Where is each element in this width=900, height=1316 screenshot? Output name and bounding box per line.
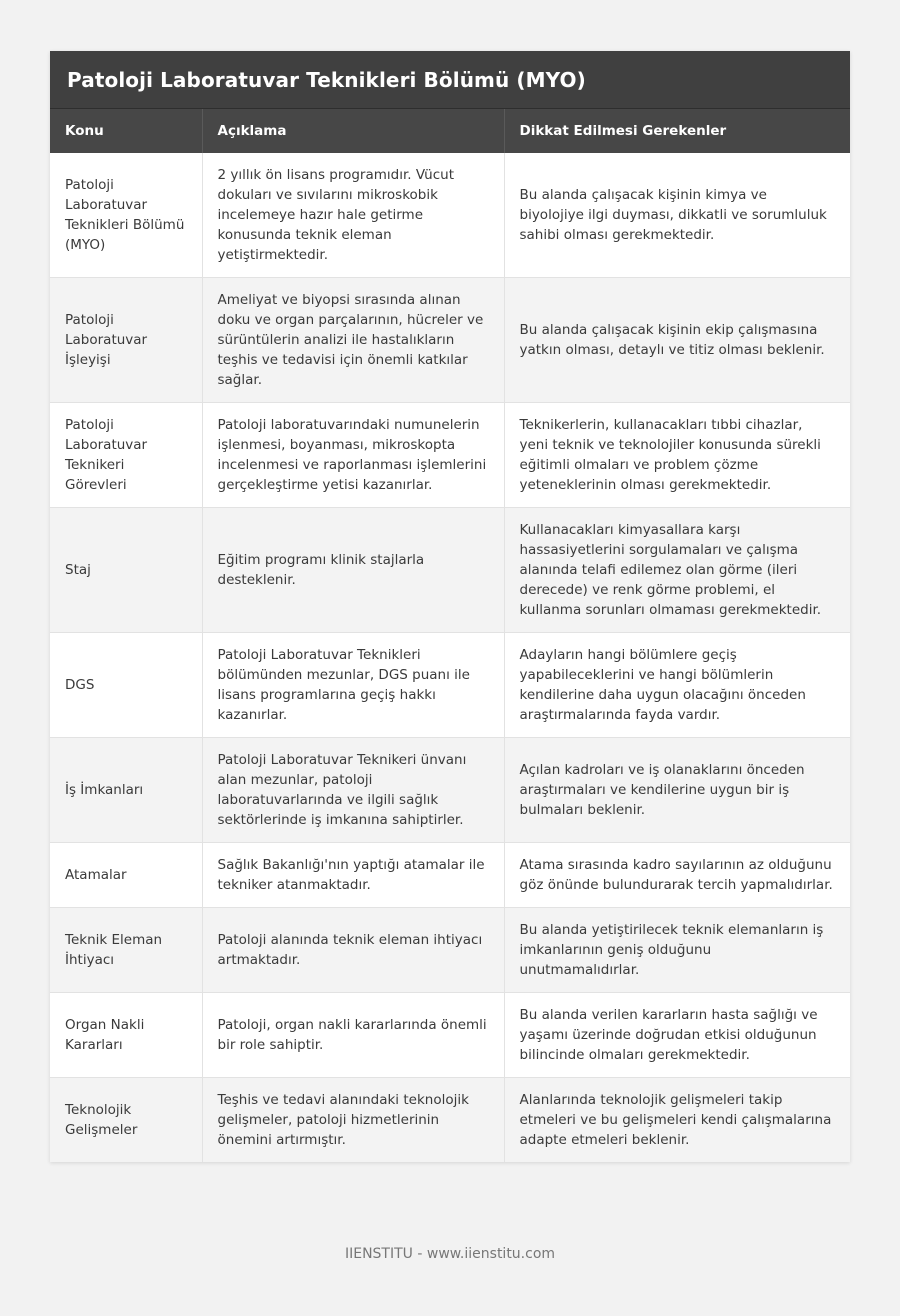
table-row [50, 1078, 850, 1163]
cell-description: Patoloji Laboratuvar Teknikleri bölümünden mezunlar, DGS puanı ile lisans programlarına geçiş hakkı kazanırlar. [202, 633, 504, 738]
cell-topic: DGS [50, 633, 202, 738]
cell-topic: Teknik Eleman İhtiyacı [50, 908, 202, 993]
cell-notes: Adayların hangi bölümlere geçiş yapabileceklerini ve hangi bölümlerin kendilerine daha uygun olacağını önceden araştırmalarında fayda vardır. [504, 633, 850, 738]
cell-description: Ameliyat ve biyopsi sırasında alınan doku ve organ parçalarının, hücreler ve sürüntülerin analizi ile hastalıkların teşhis ve tedavisi için önemli katkılar sağlar. [202, 278, 504, 403]
cell-description: Patoloji, organ nakli kararlarında önemli bir role sahiptir. [202, 993, 504, 1078]
cell-description: Patoloji laboratuvarındaki numunelerin işlenmesi, boyanması, mikroskopta incelenmesi ve raporlanması işlemlerini gerçekleştirme yetisi kazanırlar. [202, 403, 504, 508]
cell-notes: Atama sırasında kadro sayılarının az olduğunu göz önünde bulundurarak tercih yapmalıdırlar. [504, 843, 850, 908]
cell-topic: Staj [50, 508, 202, 633]
table-row [50, 993, 850, 1078]
header-notes: Dikkat Edilmesi Gerekenler [504, 109, 850, 153]
cell-topic: Teknolojik Gelişmeler [50, 1078, 202, 1163]
info-table [50, 109, 850, 1162]
table-row [50, 633, 850, 738]
table-row [50, 508, 850, 633]
table-row [50, 153, 850, 278]
cell-notes: Bu alanda yetiştirilecek teknik elemanların iş imkanlarının geniş olduğunu unutmamalıdırlar. [504, 908, 850, 993]
cell-notes: Teknikerlerin, kullanacakları tıbbi cihazlar, yeni teknik ve teknolojiler konusunda sürekli eğitimli olmaları ve problem çözme yeteneklerinin olması gerekmektedir. [504, 403, 850, 508]
footer-credit: IIENSTITU - www.iienstitu.com [344, 1246, 556, 1262]
page-title: Patoloji Laboratuvar Teknikleri Bölümü (MYO) [67, 67, 586, 92]
cell-topic: İş İmkanları [50, 738, 202, 843]
cell-notes: Alanlarında teknolojik gelişmeleri takip etmeleri ve bu gelişmeleri kendi çalışmalarına adapte etmeleri beklenir. [504, 1078, 850, 1163]
table-header-row [50, 109, 850, 153]
header-topic: Konu [50, 109, 202, 153]
cell-description: Patoloji Laboratuvar Teknikeri ünvanı alan mezunlar, patoloji laboratuvarlarında ve ilgili sağlık sektörlerinde iş imkanına sahiptirler. [202, 738, 504, 843]
cell-notes: Bu alanda verilen kararların hasta sağlığı ve yaşamı üzerinde doğrudan etkisi olduğunun bilincinde olmaları gerekmektedir. [504, 993, 850, 1078]
title-bar [50, 51, 850, 109]
cell-notes: Kullanacakları kimyasallara karşı hassasiyetlerini sorgulamaları ve çalışma alanında telafi edilemez olan görme (ileri derecede) ve renk görme problemi, el kullanma sorunları olmaması gerekmektedir. [504, 508, 850, 633]
cell-notes: Bu alanda çalışacak kişinin kimya ve biyolojiye ilgi duyması, dikkatli ve sorumluluk sahibi olması gerekmektedir. [504, 153, 850, 278]
table-row [50, 278, 850, 403]
table-row [50, 908, 850, 993]
cell-topic: Patoloji Laboratuvar İşleyişi [50, 278, 202, 403]
cell-topic: Organ Nakli Kararları [50, 993, 202, 1078]
cell-topic: Patoloji Laboratuvar Teknikeri Görevleri [50, 403, 202, 508]
table-row [50, 403, 850, 508]
cell-notes: Açılan kadroları ve iş olanaklarını önceden araştırmaları ve kendilerine uygun bir iş bulmaları beklenir. [504, 738, 850, 843]
cell-description: Patoloji alanında teknik eleman ihtiyacı artmaktadır. [202, 908, 504, 993]
cell-description: 2 yıllık ön lisans programıdır. Vücut dokuları ve sıvılarını mikroskobik incelemeye hazır hale getirme konusunda teknik eleman yetiştirmektedir. [202, 153, 504, 278]
cell-topic: Patoloji Laboratuvar Teknikleri Bölümü (MYO) [50, 153, 202, 278]
cell-description: Eğitim programı klinik stajlarla desteklenir. [202, 508, 504, 633]
header-description: Açıklama [202, 109, 504, 153]
table-row [50, 738, 850, 843]
cell-notes: Bu alanda çalışacak kişinin ekip çalışmasına yatkın olması, detaylı ve titiz olması beklenir. [504, 278, 850, 403]
cell-description: Sağlık Bakanlığı'nın yaptığı atamalar ile tekniker atanmaktadır. [202, 843, 504, 908]
cell-topic: Atamalar [50, 843, 202, 908]
table-row [50, 843, 850, 908]
content-card [50, 51, 850, 1162]
cell-description: Teşhis ve tedavi alanındaki teknolojik gelişmeler, patoloji hizmetlerinin önemini artırmıştır. [202, 1078, 504, 1163]
